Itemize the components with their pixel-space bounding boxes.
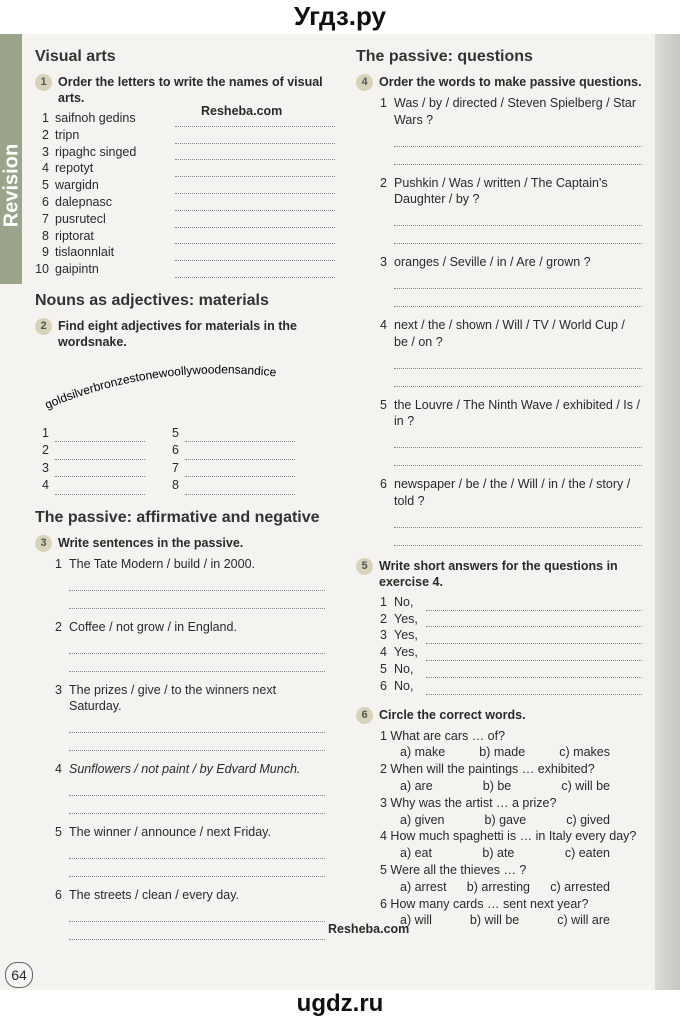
prompt: the Louvre / The Ninth Wave / exhibited / Is / in ? <box>394 397 640 429</box>
ex4-text: Order the words to make passive questions. <box>379 75 642 89</box>
ex2-number: 2 <box>35 318 52 335</box>
list-item <box>380 627 642 644</box>
answer-line[interactable] <box>69 859 325 877</box>
item-number: 8 <box>172 478 179 493</box>
answer-line[interactable] <box>394 430 642 448</box>
list-item <box>380 254 642 271</box>
ex3-text: Write sentences in the passive. <box>58 535 244 550</box>
wordsnake <box>35 354 335 414</box>
list-item <box>380 175 642 209</box>
scrambled-word: repotyt <box>55 161 94 176</box>
ex1-instruction <box>35 74 335 106</box>
answer-start: No, <box>394 661 414 676</box>
answer-row <box>35 477 145 495</box>
options <box>400 812 610 829</box>
item-number: 4 <box>42 161 49 176</box>
item-number: 4 <box>55 762 62 777</box>
item-number: 3 <box>42 460 49 475</box>
answer-line[interactable] <box>426 631 642 644</box>
answer-line[interactable] <box>175 131 335 144</box>
passive-aff-title: The passive: affirmative and negative <box>35 508 320 526</box>
scrambled-word: tislaonnlait <box>55 245 115 260</box>
ex4-list <box>380 95 642 546</box>
watermark-bottom: ugdz.ru <box>296 990 384 1017</box>
ex3-list <box>55 556 325 940</box>
list-item <box>380 678 642 695</box>
option-a[interactable]: a) given <box>400 812 445 827</box>
answer-row <box>35 425 145 443</box>
answer-line[interactable] <box>394 271 642 289</box>
item-number: 8 <box>42 228 49 243</box>
answer-row <box>165 425 295 443</box>
list-item <box>380 594 642 611</box>
prompt: The prizes / give / to the winners next Saturday. <box>69 682 277 714</box>
list-item <box>35 228 335 245</box>
wordsnake-text: goldsilverbronzestonewoollywoodensandice <box>42 362 277 412</box>
item-number: 6 <box>380 477 387 492</box>
item-number: 1 <box>380 594 387 609</box>
answer-line[interactable] <box>69 733 325 751</box>
item-number: 3 <box>42 144 49 159</box>
option-b[interactable]: b) ate <box>482 846 515 861</box>
list-item <box>55 682 325 716</box>
list-item <box>380 397 642 431</box>
item-number: 2 <box>380 611 387 626</box>
answer-line[interactable] <box>175 265 335 278</box>
answer-line[interactable] <box>394 226 642 244</box>
answer-line[interactable] <box>185 429 295 442</box>
answer-line[interactable] <box>69 573 325 591</box>
option-c[interactable]: c) gived <box>566 812 610 827</box>
options <box>400 879 610 896</box>
answer-line[interactable] <box>426 682 642 695</box>
question: 6 How many cards … sent next year? <box>380 896 589 911</box>
item-number: 5 <box>172 425 179 440</box>
list-item <box>55 887 325 904</box>
answer-line[interactable] <box>69 778 325 796</box>
page-number: 64 <box>5 962 33 988</box>
question: 4 How much spaghetti is … in Italy every day? <box>380 829 637 844</box>
options <box>400 744 610 761</box>
answer-line[interactable] <box>55 429 145 442</box>
option-b[interactable]: b) be <box>482 778 512 793</box>
item-number: 9 <box>42 245 49 260</box>
revision-tab <box>0 34 22 284</box>
answer-line[interactable] <box>394 510 642 528</box>
answer-line[interactable] <box>394 351 642 369</box>
ex5-text: Write short answers for the questions in exercise 4. <box>379 558 618 589</box>
scrambled-word: ripaghc singed <box>55 144 137 159</box>
ex6-instruction <box>356 707 642 724</box>
option-a[interactable]: a) arrest <box>400 879 447 894</box>
prompt: oranges / Seville / in / Are / grown ? <box>394 255 591 270</box>
list-item <box>380 661 642 678</box>
passive-q-title: The passive: questions <box>356 48 533 65</box>
answer-line[interactable] <box>175 181 335 194</box>
answer-row <box>165 442 295 460</box>
answer-line[interactable] <box>175 147 335 160</box>
prompt: The streets / clean / every day. <box>69 887 239 902</box>
answer-line[interactable] <box>185 464 295 477</box>
answer-line[interactable] <box>175 164 335 177</box>
answer-line[interactable] <box>185 447 295 460</box>
resheba-watermark-bottom: Resheba.com <box>328 922 410 936</box>
list-item <box>380 95 642 129</box>
item-number: 7 <box>42 211 49 226</box>
item-number: 3 <box>55 682 62 697</box>
option-a[interactable]: a) make <box>400 745 446 760</box>
right-column <box>356 48 642 929</box>
answer-line[interactable] <box>394 369 642 387</box>
scrambled-word: tripn <box>55 127 80 142</box>
item-number: 2 <box>55 619 62 634</box>
item-number: 6 <box>172 443 179 458</box>
ex5-instruction <box>356 558 642 590</box>
answer-row <box>165 477 295 495</box>
item-number: 3 <box>380 255 387 270</box>
item-number: 4 <box>380 645 387 660</box>
option-a[interactable]: a) eat <box>400 846 432 861</box>
answer-line[interactable] <box>69 922 325 940</box>
option-c[interactable]: c) eaten <box>564 846 610 861</box>
nouns-title: Nouns as adjectives: materials <box>35 291 269 309</box>
answer-row <box>35 460 145 478</box>
item-number: 2 <box>42 127 49 142</box>
prompt: The winner / announce / next Friday. <box>69 824 271 839</box>
ex6-list <box>380 728 642 930</box>
item-number: 10 <box>35 262 49 277</box>
ex6-text: Circle the correct words. <box>379 707 526 722</box>
answer-line[interactable] <box>394 528 642 546</box>
ex6-number: 6 <box>356 707 373 724</box>
question: 3 Why was the artist … a prize? <box>380 795 557 810</box>
answer-line[interactable] <box>394 289 642 307</box>
answer-line[interactable] <box>426 614 642 627</box>
answer-line[interactable] <box>55 447 145 460</box>
item-number: 5 <box>380 661 387 676</box>
question: 5 Were all the thieves … ? <box>380 862 527 877</box>
answer-line[interactable] <box>426 598 642 611</box>
prompt: newspaper / be / the / Will / in / the / story / told ? <box>394 477 631 508</box>
item-number: 6 <box>42 194 49 209</box>
prompt: Sunflowers / not paint / by Edvard Munch. <box>69 762 301 777</box>
option-b[interactable]: b) made <box>479 745 526 760</box>
option-c[interactable]: c) will be <box>561 778 610 793</box>
ex3-number: 3 <box>35 535 52 552</box>
question: 1 What are cars … of? <box>380 728 506 743</box>
scrambled-word: dalepnasc <box>55 194 112 209</box>
option-b[interactable]: b) gave <box>484 812 527 827</box>
answer-line[interactable] <box>69 591 325 609</box>
answer-line[interactable] <box>394 208 642 226</box>
options <box>400 778 610 795</box>
revision-label: Revision <box>0 143 23 228</box>
list-item <box>55 556 325 573</box>
list-item <box>55 824 325 841</box>
answer-line[interactable] <box>55 482 145 495</box>
watermark-top: Угдз.ру <box>294 1 386 31</box>
list-item <box>35 177 335 194</box>
scrambled-word: pusrutecl <box>55 211 106 226</box>
ex5-list <box>380 594 642 695</box>
answer-line[interactable] <box>175 198 335 211</box>
list-item <box>35 144 335 161</box>
scrambled-word: gaipintn <box>55 262 99 277</box>
item-number: 2 <box>42 443 49 458</box>
answer-start: No, <box>394 594 414 609</box>
ex2-instruction <box>35 318 335 350</box>
list-item <box>35 127 335 144</box>
option-c[interactable]: c) makes <box>559 745 610 760</box>
item-number: 5 <box>380 397 387 412</box>
option-b[interactable]: b) will be <box>469 913 520 928</box>
answer-line[interactable] <box>394 129 642 147</box>
visual-arts-list <box>35 110 335 278</box>
scrambled-word: wargidn <box>55 178 99 193</box>
item-number: 1 <box>42 425 49 440</box>
answer-line[interactable] <box>69 841 325 859</box>
item-number: 5 <box>42 178 49 193</box>
answer-line[interactable] <box>175 215 335 228</box>
options <box>400 845 610 862</box>
item-number: 6 <box>380 678 387 693</box>
option-c[interactable]: c) will are <box>557 913 610 928</box>
list-item <box>35 160 335 177</box>
answer-line[interactable] <box>426 665 642 678</box>
prompt: Coffee / not grow / in England. <box>69 619 237 634</box>
answer-start: No, <box>394 678 414 693</box>
ex2-answers <box>35 425 335 495</box>
answer-line[interactable] <box>426 648 642 661</box>
svg-text:goldsilverbronzestonewoollywoo <box>43 362 278 411</box>
item-number: 5 <box>55 824 62 839</box>
item-number: 4 <box>42 478 49 493</box>
item-number: 4 <box>380 317 387 332</box>
ex1-number: 1 <box>35 74 52 91</box>
scrambled-word: saifnoh gedins <box>55 111 136 125</box>
item-number: 1 <box>380 96 387 110</box>
answer-line[interactable] <box>69 796 325 814</box>
option-b[interactable]: b) arresting <box>466 879 531 894</box>
answer-line[interactable] <box>394 147 642 165</box>
option-a[interactable]: a) are <box>400 778 433 793</box>
option-a[interactable]: a) will <box>400 913 432 928</box>
answer-start: Yes, <box>394 611 418 626</box>
answer-line[interactable] <box>175 248 335 261</box>
scrambled-word: riptorat <box>55 228 94 243</box>
prompt: next / the / shown / Will / TV / World Cup / be / on ? <box>394 317 625 349</box>
list-item <box>55 619 325 636</box>
ex2-text: Find eight adjectives for materials in the wordsnake. <box>58 318 297 349</box>
ex1-text: Order the letters to write the names of visual arts. <box>58 75 323 105</box>
page-edge <box>655 34 680 990</box>
ex4-number: 4 <box>356 74 373 91</box>
answer-line[interactable] <box>69 654 325 672</box>
answer-line[interactable] <box>55 464 145 477</box>
list-item <box>380 611 642 628</box>
list-item <box>35 110 335 127</box>
item-number: 2 <box>380 175 387 190</box>
answer-row <box>165 460 295 478</box>
options <box>400 912 610 929</box>
list-item <box>35 194 335 211</box>
list-item <box>35 211 335 228</box>
answer-line[interactable] <box>175 231 335 244</box>
answer-row <box>35 442 145 460</box>
item-number: 1 <box>42 111 49 125</box>
visual-arts-title: Visual arts <box>35 48 116 65</box>
prompt: Was / by / directed / Steven Spielberg / Star Wars ? <box>394 96 637 127</box>
option-c[interactable]: c) arrested <box>550 879 610 894</box>
answer-start: Yes, <box>394 645 418 660</box>
answer-line[interactable] <box>69 715 325 733</box>
prompt: Pushkin / Was / written / The Captain's Daughter / by ? <box>394 175 608 207</box>
list-item <box>380 476 642 510</box>
list-item <box>35 244 335 261</box>
answer-start: Yes, <box>394 628 418 643</box>
list-item <box>55 761 325 778</box>
ex3-instruction <box>35 535 335 552</box>
ex4-instruction <box>356 74 642 91</box>
answer-line[interactable] <box>394 448 642 466</box>
answer-line[interactable] <box>69 904 325 922</box>
question: 2 When will the paintings … exhibited? <box>380 762 595 777</box>
ex5-number: 5 <box>356 558 373 575</box>
item-number: 3 <box>380 628 387 643</box>
item-number: 6 <box>55 887 62 902</box>
list-item <box>380 644 642 661</box>
prompt: The Tate Modern / build / in 2000. <box>69 556 255 571</box>
item-number: 1 <box>55 556 62 571</box>
answer-line[interactable] <box>185 482 295 495</box>
item-number: 7 <box>172 460 179 475</box>
list-item <box>380 317 642 351</box>
left-column <box>35 48 335 940</box>
resheba-watermark: Resheba.com <box>201 104 283 118</box>
list-item <box>35 261 335 278</box>
answer-line[interactable] <box>69 636 325 654</box>
